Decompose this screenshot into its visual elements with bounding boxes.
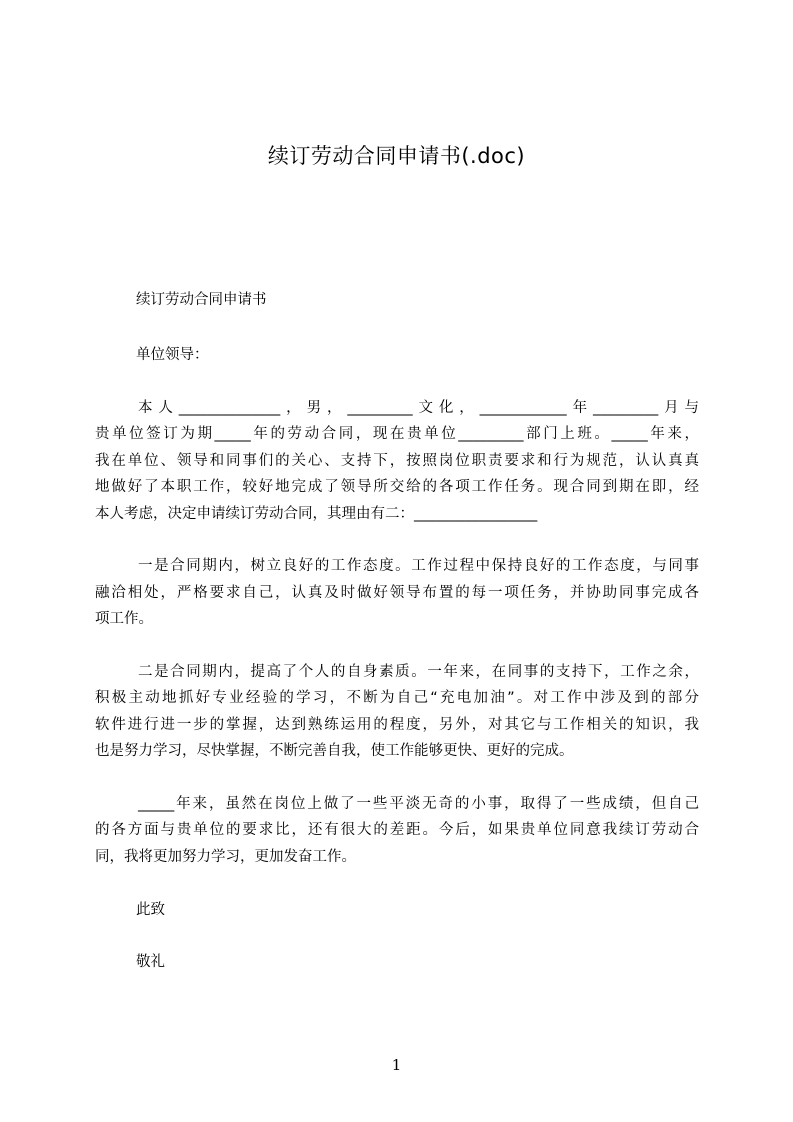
paragraph-2-line-3: 项工作。 xyxy=(95,611,153,627)
closing-jing-li: 敬礼 xyxy=(136,954,165,970)
paragraph-2-line-2: 融洽相处，严格要求自己，认真及时做好领导布置的每一项任务，并协助同事完成各 xyxy=(95,585,699,601)
paragraph-1-line-3: 我在单位、领导和同事们的关心、支持下，按照岗位职责要求和行为规范，认认真真 xyxy=(95,453,699,469)
paragraph-1-line-4: 地做好了本职工作，较好地完成了领导所交给的各项工作任务。现合同到期在即，经 xyxy=(95,479,699,495)
paragraph-2-line-1: 一是合同期内，树立良好的工作态度。工作过程中保持良好的工作态度，与同事 xyxy=(138,558,699,574)
closing-ci-zhi: 此致 xyxy=(136,902,165,918)
paragraph-1-line-1: 本人______________，男，_________文化，____________年_________月与 xyxy=(138,400,699,416)
paragraph-4-line-3: 同，我将更加努力学习，更加发奋工作。 xyxy=(95,849,356,865)
paragraph-3-line-1: 二是合同期内，提高了个人的自身素质。一年来，在同事的支持下，工作之余， xyxy=(138,664,699,680)
paragraph-4-line-2: 的各方面与贵单位的要求比，还有很大的差距。今后，如果贵单位同意我续订劳动合 xyxy=(95,822,699,838)
paragraph-3-line-2: 积极主动地抓好专业经验的学习，不断为自己“充电加油”。对工作中涉及到的部分 xyxy=(95,690,699,706)
paragraph-3-line-3: 软件进行进一步的掌握，达到熟练运用的程度，另外，对其它与工作相关的知识，我 xyxy=(95,717,699,733)
salutation: 单位领导： xyxy=(136,347,209,363)
paragraph-3-line-4: 也是努力学习，尽快掌握，不断完善自我，使工作能够更快、更好的完成。 xyxy=(95,743,574,759)
page-number: 1 xyxy=(391,1056,402,1074)
document-title: 续订劳动合同申请书(.doc) xyxy=(267,144,526,168)
paragraph-4-line-1: _____年来，虽然在岗位上做了一些平淡无奇的小事，取得了一些成绩，但自己 xyxy=(138,796,699,812)
paragraph-1-line-5: 本人考虑，决定申请续订劳动合同，其理由有二：_________________ xyxy=(95,506,538,522)
letter-heading: 续订劳动合同申请书 xyxy=(136,292,267,308)
paragraph-1-line-2: 贵单位签订为期_____年的劳动合同，现在贵单位_________部门上班。_____年来， xyxy=(95,426,699,442)
